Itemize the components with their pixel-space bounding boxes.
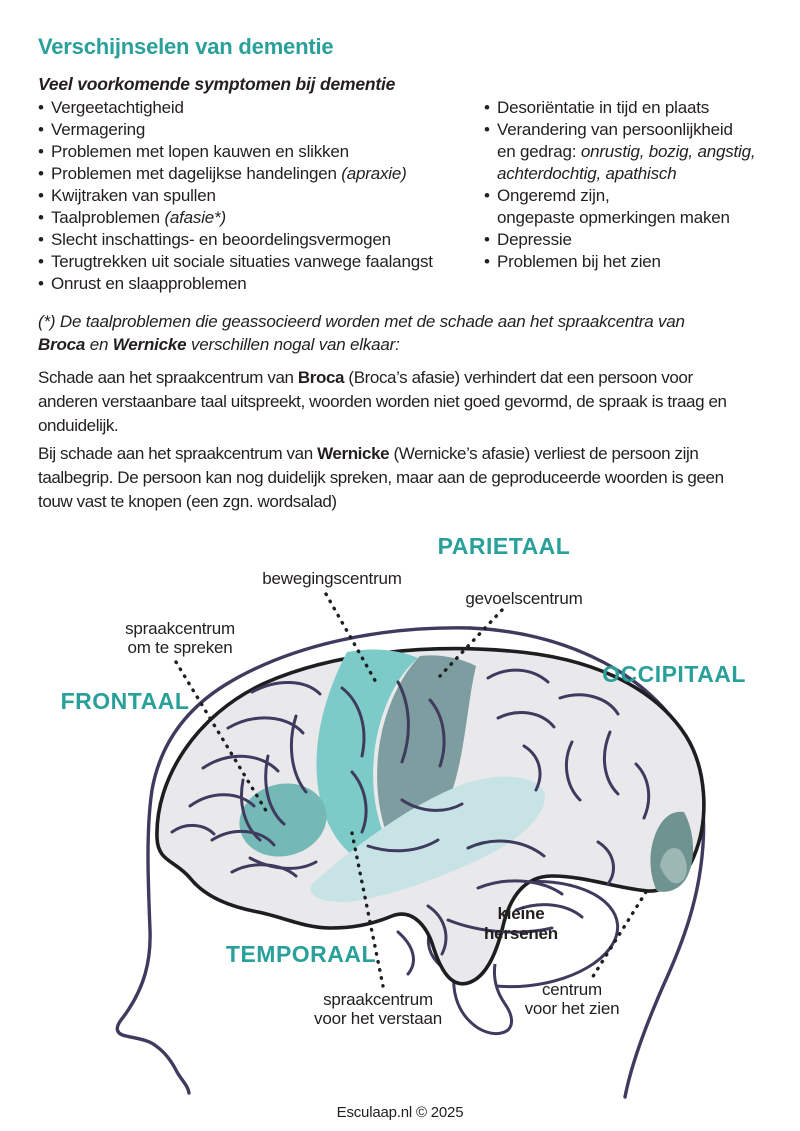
- footnote-text: en: [85, 335, 113, 354]
- symptom-text: [497, 141, 790, 163]
- symptom-text: • Depressie: [497, 230, 572, 249]
- symptom-text: en gedrag:: [497, 142, 581, 161]
- symptom-text: • Ongeremd zijn,: [497, 186, 610, 205]
- footnote-text: verschillen nogal van elkaar:: [186, 335, 400, 354]
- footnote-broca: Broca: [38, 335, 86, 354]
- symptom-list-left: [38, 97, 470, 295]
- list-item: [38, 229, 470, 251]
- credit-footer: Esculaap.nl © 2025: [336, 1104, 464, 1121]
- symptom-columns: [38, 97, 790, 295]
- symptom-text: • Problemen bij het zien: [497, 252, 661, 271]
- label-speech-production-line1: spraakcentrum: [125, 619, 235, 638]
- symptom-text-italic: onrustig, bozig, angstig,: [580, 142, 756, 161]
- footnote-wernicke: Wernicke: [112, 335, 187, 354]
- symptom-text-italic: (apraxie): [341, 164, 407, 183]
- label-frontal-lobe: FRONTAAL: [60, 688, 190, 714]
- list-item: [38, 207, 470, 229]
- brain-diagram: [0, 525, 800, 1100]
- symptoms-subtitle: Veel voorkomende symptomen bij dementie: [38, 74, 396, 94]
- symptom-text: Slecht inschattings- en beoordelingsvermogen: [51, 230, 391, 249]
- label-cerebellum-line2: hersenen: [484, 924, 558, 943]
- symptom-text: Terugtrekken uit sociale situaties vanwege faalangst: [51, 252, 433, 271]
- symptom-text: Problemen met dagelijkse handelingen: [51, 164, 342, 183]
- list-item: [38, 97, 470, 119]
- list-item: [484, 229, 790, 251]
- list-item: [38, 273, 470, 295]
- symptom-text: Problemen met lopen kauwen en slikken: [51, 142, 349, 161]
- paragraph-text: (Wernicke’s afasie) verliest de persoon zijn taalbegrip. De persoon kan nog duidelijk spreken, maar aan de geproduceerde woorden is geen touw vast te knopen (een zgn. wordsalad): [38, 444, 724, 511]
- symptom-text: Kwijtraken van spullen: [51, 186, 216, 205]
- symptom-text-italic: (afasie*): [164, 208, 226, 227]
- label-vision-center-line1: centrum: [541, 980, 603, 999]
- list-item: [484, 119, 790, 185]
- list-item: [38, 185, 470, 207]
- symptom-text: Onrust en slaapproblemen: [51, 274, 247, 293]
- label-movement-center: bewegingscentrum: [262, 569, 402, 588]
- list-item: [38, 163, 470, 185]
- symptom-text: Taalproblemen: [51, 208, 165, 227]
- list-item: [484, 97, 790, 119]
- symptom-text: • Verandering van persoonlijkheid: [497, 120, 733, 139]
- paragraph-text: Schade aan het spraakcentrum van: [38, 368, 298, 387]
- symptom-text: Vermagering: [51, 120, 146, 139]
- aphasia-footnote: [38, 310, 728, 356]
- paragraph-broca: Broca: [297, 368, 345, 387]
- paragraph-wernicke: Wernicke: [317, 444, 390, 463]
- symptom-text-italic: achterdochtig, apathisch: [497, 164, 677, 183]
- label-speech-production-line2: om te spreken: [127, 638, 233, 657]
- symptom-text: Vergeetachtigheid: [51, 98, 184, 117]
- label-speech-comprehension-line2: voor het verstaan: [314, 1009, 442, 1028]
- symptom-text: ongepaste opmerkingen maken: [497, 208, 730, 227]
- label-occipital-lobe: OCCIPITAAL: [602, 661, 746, 687]
- symptom-list-right: [484, 97, 790, 295]
- label-sensory-center: gevoelscentrum: [465, 589, 583, 608]
- broca-paragraph: [38, 366, 744, 438]
- label-speech-comprehension-line1: spraakcentrum: [323, 990, 433, 1009]
- footnote-text: (*) De taalproblemen die geassocieerd worden met de schade aan het spraakcentra van: [38, 312, 685, 331]
- list-item: [38, 251, 470, 273]
- list-item: [38, 141, 470, 163]
- label-cerebellum-line1: kleine: [497, 904, 545, 923]
- list-item: [484, 185, 790, 229]
- label-temporal-lobe: TEMPORAAL: [225, 941, 377, 967]
- wernicke-paragraph: [38, 442, 744, 514]
- symptom-text: • Desoriëntatie in tijd en plaats: [497, 98, 710, 117]
- list-item: [38, 119, 470, 141]
- page-title: Verschijnselen van dementie: [38, 34, 334, 59]
- label-vision-center-line2: voor het zien: [524, 999, 620, 1018]
- list-item: [484, 251, 790, 273]
- paragraph-text: (Broca’s afasie) verhindert dat een persoon voor anderen verstaanbare taal uitspreekt, woorden worden niet goed gevormd, de spraak is traag en onduidelijk.: [38, 368, 727, 435]
- label-parietal-lobe: PARIETAAL: [437, 533, 571, 559]
- paragraph-text: Bij schade aan het spraakcentrum van: [38, 444, 318, 463]
